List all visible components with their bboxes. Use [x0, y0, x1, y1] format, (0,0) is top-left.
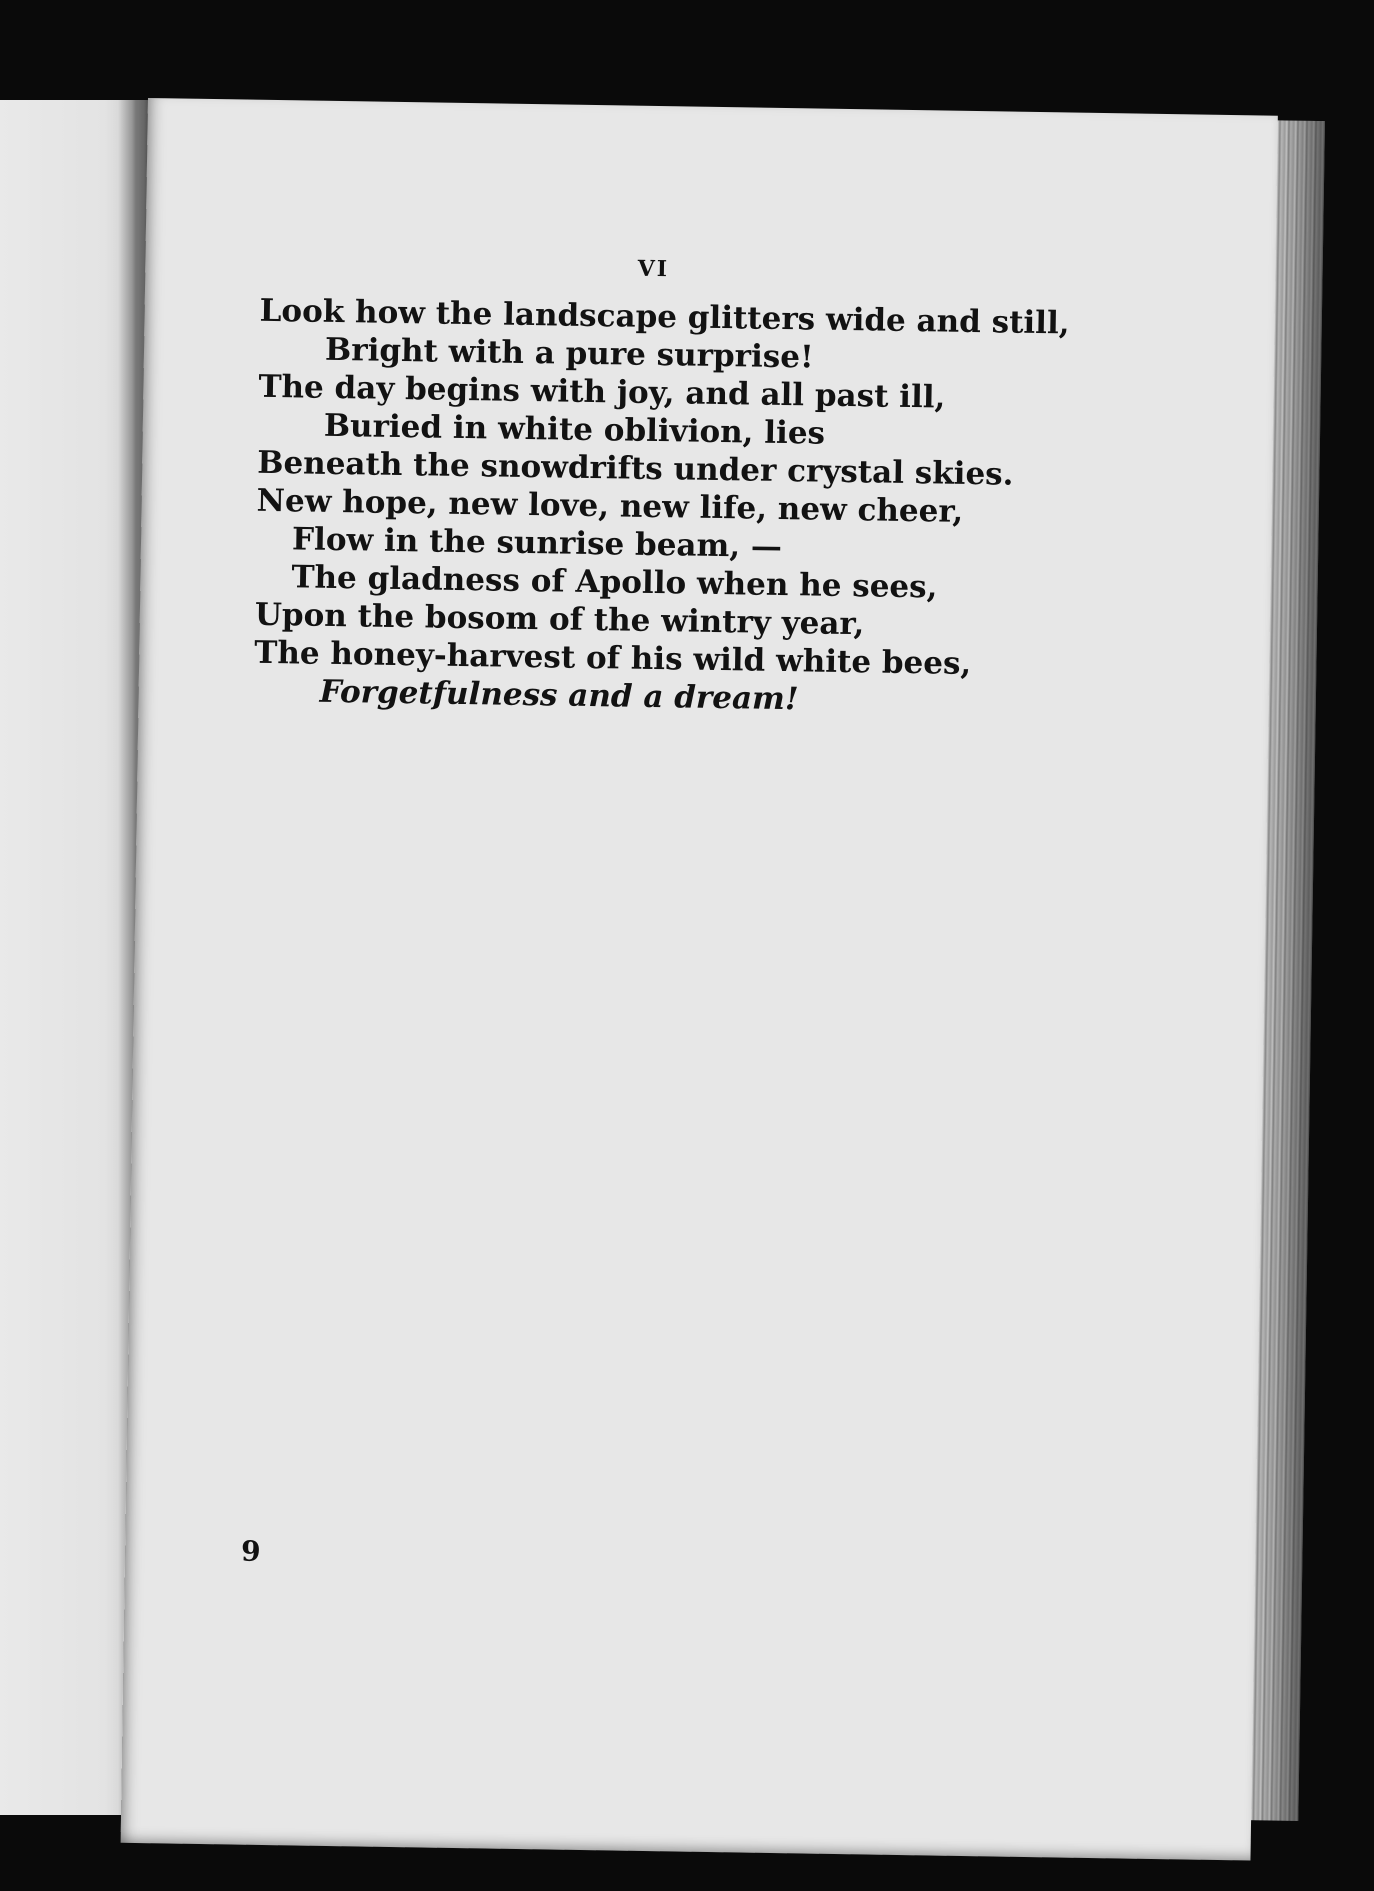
poem-line: Look how the landscape glitters wide and still, — [259, 292, 1070, 342]
poem-line: The day begins with joy, and all past ill, — [258, 368, 946, 416]
poem-line: Beneath the snowdrifts under crystal skies. — [257, 444, 1014, 493]
poem-line: The honey-harvest of his wild white bees, — [254, 634, 972, 682]
page-number: 9 — [240, 1534, 261, 1568]
poem-line: Buried in white oblivion, lies — [323, 407, 826, 452]
poem-line: Upon the bosom of the wintry year, — [254, 596, 865, 643]
poem-line: Forgetfulness and a dream! — [319, 673, 799, 718]
book-page — [121, 98, 1278, 1861]
section-heading: VI — [637, 255, 670, 283]
poem-line: The gladness of Apollo when he sees, — [291, 559, 938, 606]
poem-line: Bright with a pure surprise! — [324, 331, 814, 376]
poem-line: Flow in the sunrise beam, — — [291, 521, 783, 566]
poem-text — [253, 292, 1079, 723]
poem-line: New hope, new love, new life, new cheer, — [256, 482, 964, 530]
